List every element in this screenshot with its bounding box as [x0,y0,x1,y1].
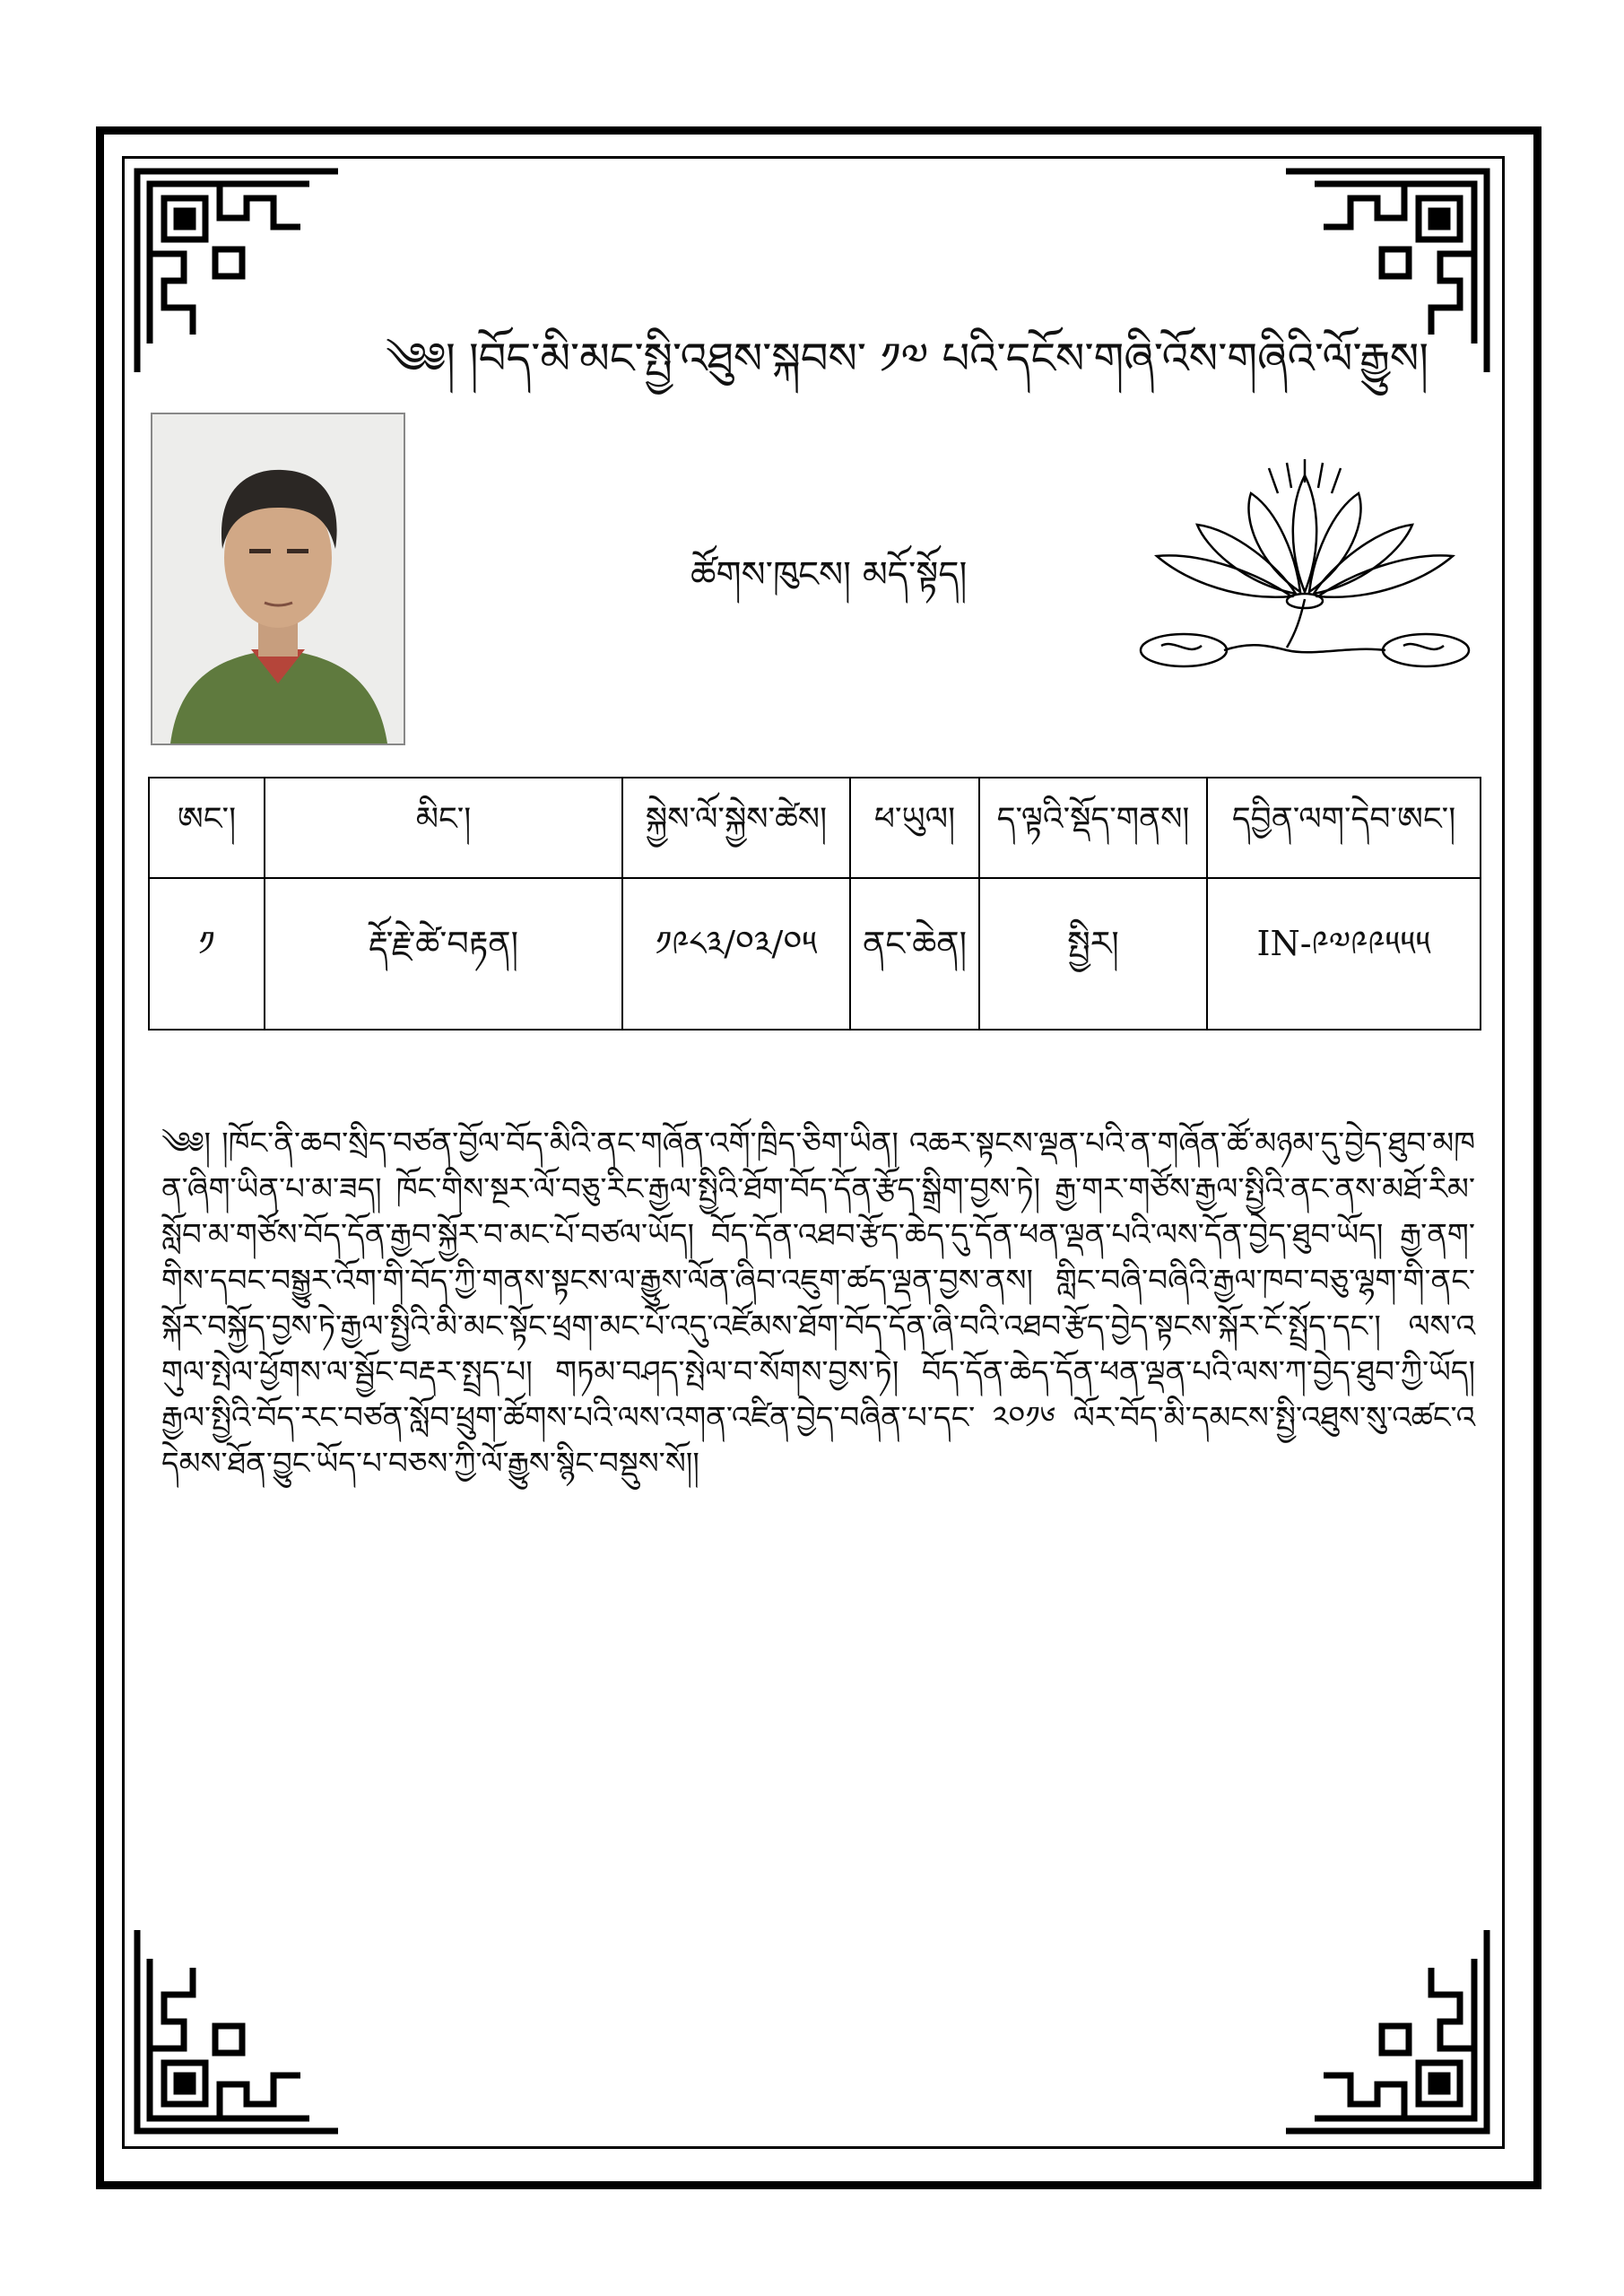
corner-ornament-bottom-left [130,1923,345,2138]
biography-text: ༄༅། །ཁོང་ནི་ཆབ་སྲིད་བཙན་བྱོལ་བོད་མིའི་ནང་གཞོན་འགོ་ཁྲིད་ཅིག་ཡིན། འཆར་སྟངས་ལྡན་པའི་ན་གཞོན་ཚོ་མཉམ་དུ་བྱེད་ཐུབ་མཁན་ཞིག་ཡིན་པ་མ་ཟད། ཁོང་གིས་སྔར་ལོ་བཅུ་རིང་རྒྱལ་སྤྱིའི་ཐོག་བོད་དོན་རྩོད་སྒྲིག་བྱས་ཏེ། རྒྱ་གར་གཙོས་རྒྱལ་སྤྱིའི་ནང་ནས་མཐོ་རིམ་སློབ་མ་གཙོས་བོད་དོན་རྒྱབ་སྐྱོར་བ་མང་པོ་བཙལ་ཡོད། བོད་དོན་འཐབ་རྩོད་ཆེད་དུ་དོན་ཕན་ལྡན་པའི་ལས་དོན་བྱེད་ཐུབ་ཡོད། རྒྱ་ནག་གིས་དབང་བསྒྱུར་འོག་གི་བོད་ཀྱི་གནས་སྟངས་ལ་རྒྱུས་ལོན་ཞིབ་འཇུག་ཚད་ལྡན་བྱས་ནས། གླིང་བཞི་བཞིའི་རྒྱལ་ཁབ་བཅུ་ལྷག་གི་ནང་སྐོར་བསྐྱོད་བྱས་ཏེ་རྒྱལ་སྤྱིའི་མི་མང་སྟོང་ཕྲག་མང་པོ་འདུ་འཛོམས་ཐོག་བོད་དོན་ཞི་བའི་འཐབ་རྩོད་བྱེད་སྟངས་སྐོར་ངོ་སྤྲོད་དང་། ལས་འགུལ་སྤེལ་ཕྱོགས་ལ་སྦྱོང་བརྡར་སྤྲད་པ། གཏམ་བཤད་སྤེལ་བ་སོགས་བྱས་ཏེ། བོད་དོན་ཆེད་དོན་ཕན་ལྡན་པའི་ལས་ཀ་བྱེད་ཐུབ་ཀྱི་ཡོད། རྒྱལ་སྤྱིའི་བོད་རང་བཙན་སློབ་ཕྲུག་ཚོགས་པའི་ལས་འགན་འཛིན་བྱེད་བཞིན་པ་དང་ ༢༠༡༦ ལོར་བོད་མི་དམངས་སྤྱི་འཐུས་སུ་འཚང་འདེམས་ཐོན་བྱུང་ཡོད་པ་བཅས་ཀྱི་ལོ་རྒྱུས་སྙིང་བསྡུས་སོ།། [161,1126,1475,1482]
cell-hometown: ནང་ཆེན། [850,878,979,1030]
header-name: མིང་། [265,778,622,878]
table-row [149,878,1481,1030]
header-birth-date: སྐྱེས་ལོ་སྐྱེས་ཚེས། [622,778,850,878]
corner-ornament-top-left [130,164,345,379]
header-hometown: ཕ་ཡུལ། [850,778,979,878]
page-title: ༄༅། །བོད་མི་མང་སྤྱི་འཐུས་སྐབས་ ༡༧ པའི་དངོས་གཞི་འོས་གཞིའི་ལོ་རྒྱུས། [386,334,1429,384]
header-rc-number: དབྱིན་ལག་དེབ་ཨང་། [1207,778,1481,878]
candidate-photo [151,413,405,745]
cell-birth-date: ༡༩༨༣/༠༣/༠༥ [622,878,850,1030]
cell-residence: སྤྱིར། [979,878,1207,1030]
table-header-row [149,778,1481,878]
cell-rc-number: IN-༩༧༩༩༥༥༥ [1207,878,1481,1030]
cell-name: རྡོ་རྗེ་ཚེ་བརྟན། [265,878,622,1030]
header-residence: ད་ལྟའི་སྡོད་གནས། [979,778,1207,878]
header-number: ཨང་། [149,778,265,878]
cell-number: ༡ [149,878,265,1030]
constituency-label: ཚོགས་ཁུངས། མདོ་སྟོད། [690,554,968,596]
lotus-emblem [1134,457,1475,682]
candidate-info-table [148,777,1481,1031]
corner-ornament-bottom-right [1279,1923,1494,2138]
